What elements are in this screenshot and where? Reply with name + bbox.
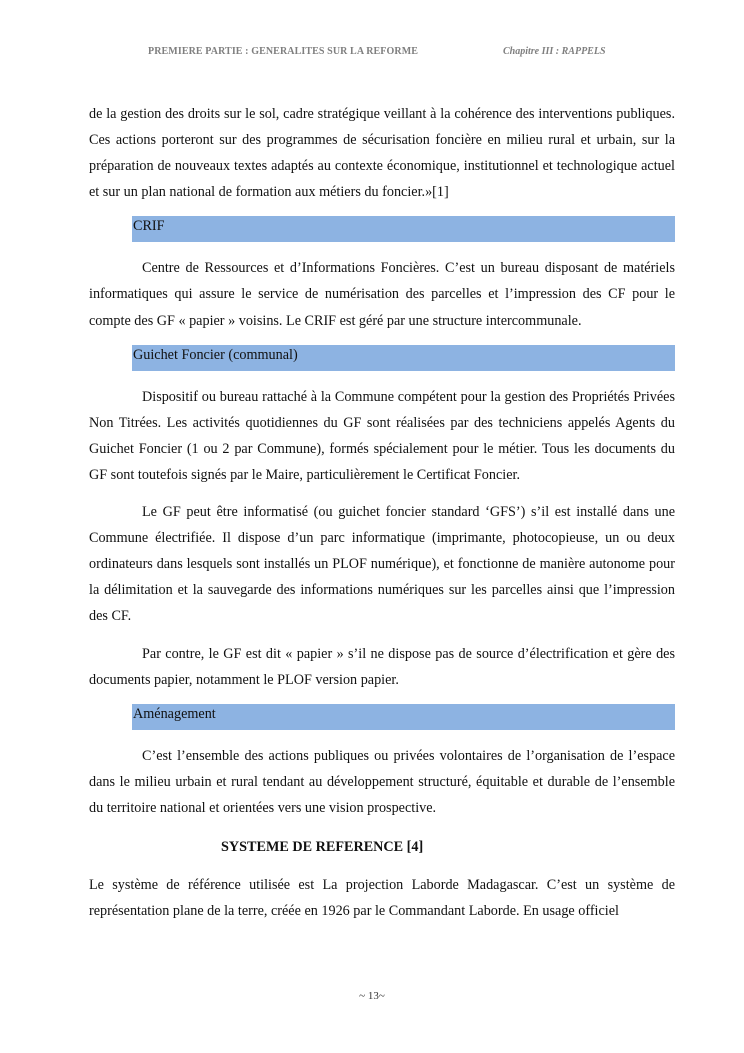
running-header [0, 46, 744, 62]
term-heading-crif: CRIF [132, 216, 675, 242]
paragraph-gf-papier: Par contre, le GF est dit « papier » s’il ne dispose pas de source d’électrification et gère des documents papier, notamment le PLOF version papier. [89, 645, 675, 688]
header-part-title: PREMIERE PARTIE : GENERALITES SUR LA REFORME [148, 46, 419, 57]
page-number: ~ 13~ [359, 990, 385, 1002]
section-title: SYSTEME DE REFERENCE [4] [221, 838, 424, 855]
paragraph-guichet-definition: Dispositif ou bureau rattaché à la Commune compétent pour la gestion des Propriétés Privées Non Titrées. Les activités quotidiennes du GF sont réalisées par des techniciens appelés Agents du Guichet Foncier (1 ou 2 par Commune), formés spécialement pour le métier. Tous les documents du GF sont toutefois signés par le Maire, particulièrement le Certificat Foncier. [89, 388, 675, 483]
page-body [89, 101, 675, 924]
term-heading-amenagement: Aménagement [132, 704, 675, 730]
paragraph-gf-informatise: Le GF peut être informatisé (ou guichet foncier standard ‘GFS’) s’il est installé dans une Commune électrifiée. Il dispose d’un parc informatique (imprimante, photocopieuse, un ou deux ordinateurs dans lesquels sont installés un PLOF numérique), et fonctionne de manière autonome pour la délimitation et la sauvegarde des informations numériques sur les parcelles ainsi que l’impression des CF. [89, 504, 675, 625]
paragraph-amenagement-definition: C’est l’ensemble des actions publiques ou privées volontaires de l’organisation de l’espace dans le milieu urbain et rural tendant au développement structuré, équitable et durable de l’ensemble du territoire national et orientées vers une vision prospective. [89, 747, 675, 816]
paragraph-continued: de la gestion des droits sur le sol, cadre stratégique veillant à la cohérence des interventions publiques. Ces actions porteront sur des programmes de sécurisation foncière en milieu rural et urbain, sur la préparation de nouveaux textes adaptés au contexte économique, institutionnel et technologique actuel et sur un plan national de formation aux métiers du foncier.»[1] [89, 106, 675, 201]
paragraph-crif-definition: Centre de Ressources et d’Informations Foncières. C’est un bureau disposant de matériels informatiques qui assure le service de numérisation des parcelles et l’impression des CF pour le compte des GF « papier » voisins. Le CRIF est géré par une structure intercommunale. [89, 260, 675, 329]
term-heading-guichet-foncier: Guichet Foncier (communal) [132, 345, 675, 371]
header-chapter-title: Chapitre III : RAPPELS [503, 46, 606, 57]
paragraph-systeme-reference: Le système de référence utilisée est La projection Laborde Madagascar. C’est un système de représentation plane de la terre, créée en 1926 par le Commandant Laborde. En usage officiel [89, 877, 675, 920]
